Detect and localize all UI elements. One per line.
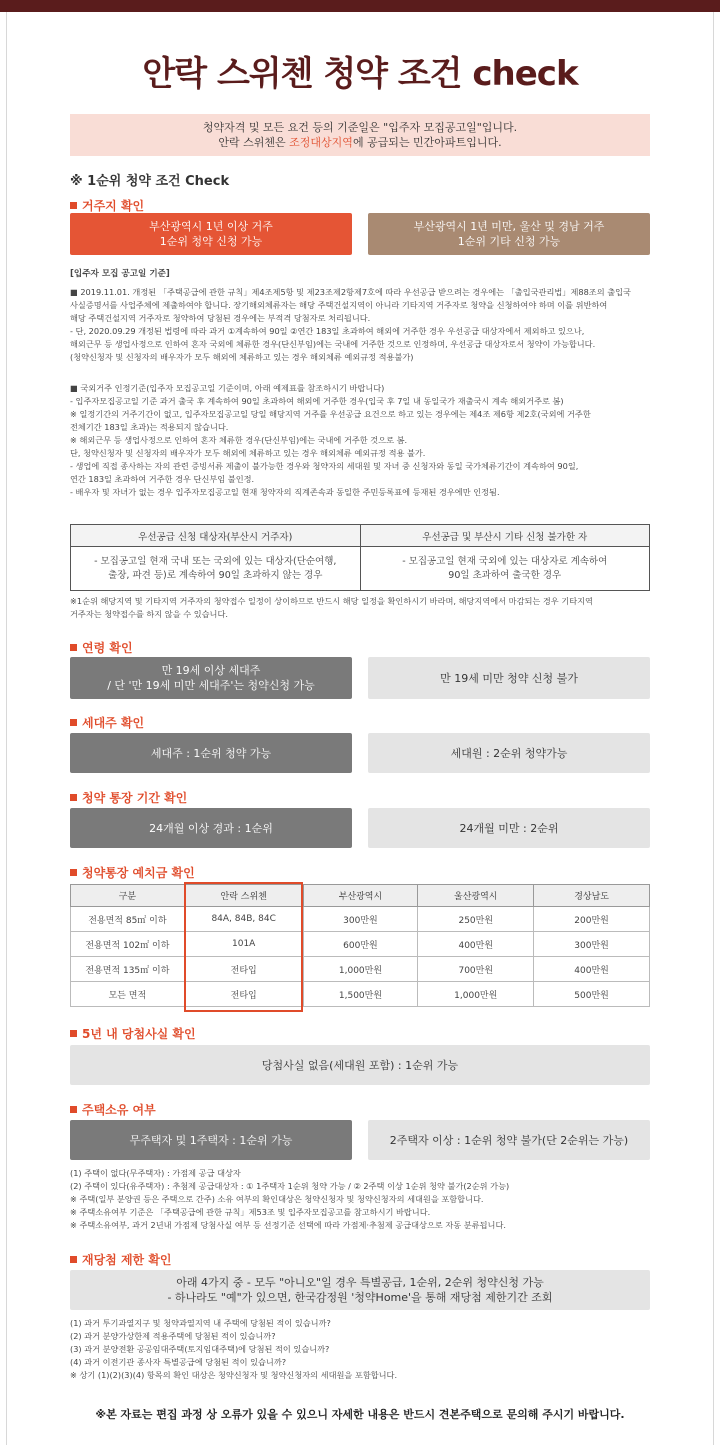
residence-foot-note: ※1순위 해당지역 및 기타지역 거주자의 청약접수 일정이 상이하므로 반드시 해당 일정을 확인하시기 바라며, 해당지역에서 마감되는 경우 기타지역 거주자는 청약접수를 하지 않을 수 있습니다. <box>70 596 593 619</box>
ownership-ineligible-box: 2주택자 이상 : 1순위 청약 불가(단 2순위는 가능) <box>368 1120 650 1160</box>
section-residence-title: 거주지 확인 <box>82 199 145 213</box>
section-win-heading <box>70 1025 196 1042</box>
section-ownership-title: 주택소유 여부 <box>82 1103 156 1117</box>
square-bullet-icon <box>70 719 77 726</box>
notice-line2 <box>70 135 650 150</box>
footer-disclaimer: ※본 자료는 편집 과정 상 오류가 있을 수 있으니 자세한 내용은 반드시 견본주택으로 문의해 주시기 바랍니다. <box>95 1408 625 1421</box>
ownership-eligible-box: 무주택자 및 1주택자 : 1순위 가능 <box>70 1120 352 1160</box>
section-period-heading <box>70 789 187 806</box>
notice-box <box>70 114 650 156</box>
section-ownership-heading <box>70 1101 156 1118</box>
household-head-box: 세대주 : 1순위 청약 가능 <box>70 733 352 773</box>
residence-eligible-line2: 1순위 청약 신청 가능 <box>159 235 263 248</box>
section-age-title: 연령 확인 <box>82 641 133 655</box>
age-ineligible-box: 만 19세 미만 청약 신청 불가 <box>368 657 650 699</box>
square-bullet-icon <box>70 1030 77 1037</box>
age-eligible-box <box>70 657 352 699</box>
section-win-title: 5년 내 당첨사실 확인 <box>82 1027 196 1041</box>
deposit-col-header: 부산광역시 <box>303 885 418 907</box>
square-bullet-icon <box>70 869 77 876</box>
age-eligible-line2: / 단 '만 19세 미만 세대주'는 청약신청 가능 <box>107 679 315 692</box>
top-bar <box>0 0 720 12</box>
deposit-cell: 250만원 <box>418 907 534 932</box>
deposit-cell: 1,000만원 <box>418 982 534 1007</box>
table-header-row <box>71 525 650 547</box>
deposit-cell: 400만원 <box>534 957 650 982</box>
residence-eligible-line1: 부산광역시 1년 이상 거주 <box>149 220 273 233</box>
section-household-heading <box>70 714 144 731</box>
table-row <box>71 982 650 1007</box>
section-household-title: 세대주 확인 <box>82 716 145 730</box>
section-age-heading <box>70 639 133 656</box>
residence-para2: ■ 국외거주 인정기준(입주자 모집공고일 기준이며, 아래 예제표를 참조하시기 바랍니다) - 입주자모집공고일 기준 과거 출국 후 계속하여 90일 초과하여 해외에 거주한 경우(입국 후 7일 내 동일국가 재출국시 계속 해외거주로 봄) ※ 일정기간의 거주기간이 없고, 입주자모집공고일 당일 해당지역 거주를 우선공급 요건으로 하고 있는 경우에는 제4조 제6항 제2호(국외에 거주한 전체기간 183일 초과)는 적용되지 않습니다. ※ 해외근무 등 생업사정으로 인하여 혼자 체류한 경우(단신부임)에는 국내에 거주한 것으로 봄. 단, 청약신청자 및 신청자의 배우자가 모두 해외에 체류하고 있는 경우 해외체류 예외규정 적용 불가. - 생업에 직접 종사하는 자의 관련 증빙서류 제출이 불가능한 경우와 청약자의 세대원 및 자녀 중 신청자와 동일 국가체류기간이 계속하여 90일, 연간 183일 초과하여 거주한 경우 단신부임 불인정. - 배우자 및 자녀가 없는 경우 입주자모집공고일 현재 청약자의 직계존속과 동일한 주민등록표에 등재된 경우에만 인정됨. <box>70 383 591 497</box>
deposit-cell: 600만원 <box>303 932 418 957</box>
section-residence-heading <box>70 197 144 214</box>
notice-highlight: 조정대상지역 <box>289 136 353 149</box>
table-head-right: 우선공급 및 부산시 기타 신청 불가한 자 <box>360 525 650 547</box>
residence-table <box>70 524 650 591</box>
deposit-cell: 200만원 <box>534 907 650 932</box>
main-heading: ※ 1순위 청약 조건 Check <box>70 174 230 189</box>
residence-other-box <box>368 213 650 255</box>
deposit-col-header: 구분 <box>71 885 185 907</box>
deposit-cell: 전용면적 85㎡ 이하 <box>71 907 185 932</box>
table-cell-left: - 모집공고일 현재 국내 또는 국외에 있는 대상자(단순여행, 출장, 파견 등)로 계속하여 90일 초과하지 않는 경우 <box>71 547 361 591</box>
notice-line1: 청약자격 및 모든 요건 등의 기준일은 "입주자 모집공고일"입니다. <box>202 121 518 134</box>
deposit-col-header: 안락 스위첸 <box>184 885 303 907</box>
deposit-col-header: 경상남도 <box>534 885 650 907</box>
notice-line2-post: 에 공급되는 민간아파트입니다. <box>352 136 502 149</box>
residence-note-title: [입주자 모집 공고일 기준] <box>70 269 170 279</box>
deposit-cell: 전용면적 102㎡ 이하 <box>71 932 185 957</box>
rewin-box-line2: - 하나라도 "예"가 있으면, 한국감정원 '청약Home'을 통해 재당첨 제한기간 조회 <box>167 1291 553 1304</box>
table-row <box>71 547 650 591</box>
ownership-notes: (1) 주택이 없다(무주택자) : 가점제 공급 대상자 (2) 주택이 있다(유주택자) : 추첨제 공급대상자 : ① 1주택자 1순위 청약 가능 / ② 2주택 이상 1순위 청약 불가(2순위 가능) ※ 주택(일부 분양권 등은 주택으로 간주) 소유 여부의 확인대상은 청약신청자 및 청약신청자의 세대원을 포함합니다. ※ 주택소유여부 기준은 「주택공급에 관한 규칙」제53조 및 입주자모집공고를 참고하시기 바랍니다. ※ 주택소유여부, 과거 2년내 가점제 당첨사실 여부 등 선정기준 선택에 따라 가점제·추첨제 공급대상으로 자동 분류됩니다. <box>70 1168 510 1230</box>
deposit-cell: 700만원 <box>418 957 534 982</box>
deposit-header-row <box>71 885 650 907</box>
deposit-cell: 300만원 <box>303 907 418 932</box>
win-history-box: 당첨사실 없음(세대원 포함) : 1순위 가능 <box>70 1045 650 1085</box>
rewin-box-line1: 아래 4가지 중 - 모두 "아니오"일 경우 특별공급, 1순위, 2순위 청약신청 가능 <box>176 1276 544 1289</box>
square-bullet-icon <box>70 202 77 209</box>
square-bullet-icon <box>70 794 77 801</box>
deposit-cell: 전타입 <box>184 957 303 982</box>
table-head-left: 우선공급 신청 대상자(부산시 거주자) <box>71 525 361 547</box>
deposit-cell: 1,000만원 <box>303 957 418 982</box>
deposit-cell: 전타입 <box>184 982 303 1007</box>
period-first-box: 24개월 이상 경과 : 1순위 <box>70 808 352 848</box>
deposit-cell: 400만원 <box>418 932 534 957</box>
residence-para1: ■ 2019.11.01. 개정된 「주택공급에 관한 규칙」제4조제5항 및 제23조제2항제7호에 따라 우선공급 받으려는 경우에는 「출입국관리법」제88조의 출입국 사실증명서를 사업주체에 제출하여야 합니다. 장기해외체류자는 해당 주택건설지역이 아니라 기타지역 거주자로 청약을 신청하여야 하며 이를 위반하여 해당 주택건설지역 거주자로 청약하여 당첨된 경우에는 부적격 당첨자로 처리됩니다. - 단, 2020.09.29 개정된 법령에 따라 과거 ①계속하여 90일 ②연간 183일 초과하여 해외에 거주한 경우 우선공급 대상자에서 제외하고 있으나, 해외근무 등 생업사정으로 인하여 혼자 국외에 체류한 경우(단신부임)에는 국내에 거주한 것으로 인정하며, 우선공급 대상자로서 청약이 가능합니다. (청약신청자 및 신청자의 배우자가 모두 해외에 체류하고 있는 경우 해외체류 예외규정 적용불가) <box>70 287 631 362</box>
square-bullet-icon <box>70 1256 77 1263</box>
table-row <box>71 907 650 932</box>
table-row <box>71 957 650 982</box>
section-deposit-title: 청약통장 예치금 확인 <box>82 866 195 880</box>
deposit-table <box>70 884 650 1007</box>
highlight-column-box <box>184 882 303 1012</box>
rewin-notes: (1) 과거 투기과열지구 및 청약과열지역 내 주택에 당첨된 적이 있습니까? (2) 과거 분양가상한제 적용주택에 당첨된 적이 있습니까? (3) 과거 분양전환 공공임대주택(토지임대주택)에 당첨된 적이 있습니까? (4) 과거 이전기관 종사자 특별공급에 당첨된 적이 있습니까? ※ 상기 (1)(2)(3)(4) 항목의 확인 대상은 청약신청자 및 청약신청자의 세대원을 포함합니다. <box>70 1318 398 1380</box>
age-eligible-line1: 만 19세 이상 세대주 <box>161 664 261 677</box>
period-second-box: 24개월 미만 : 2순위 <box>368 808 650 848</box>
square-bullet-icon <box>70 644 77 651</box>
square-bullet-icon <box>70 1106 77 1113</box>
deposit-cell: 500만원 <box>534 982 650 1007</box>
notice-line2-pre: 안락 스위첸은 <box>218 136 290 149</box>
deposit-col-header: 울산광역시 <box>418 885 534 907</box>
page-title: 안락 스위첸 청약 조건 check <box>142 54 578 94</box>
deposit-cell: 모든 면적 <box>71 982 185 1007</box>
deposit-cell: 1,500만원 <box>303 982 418 1007</box>
rewin-box <box>70 1270 650 1310</box>
deposit-cell: 300만원 <box>534 932 650 957</box>
section-period-title: 청약 통장 기간 확인 <box>82 791 188 805</box>
table-cell-right: - 모집공고일 현재 국외에 있는 대상자로 계속하여 90일 초과하여 출국한 경우 <box>360 547 650 591</box>
residence-eligible-box <box>70 213 352 255</box>
table-row <box>71 932 650 957</box>
deposit-cell: 84A, 84B, 84C <box>184 907 303 932</box>
household-member-box: 세대원 : 2순위 청약가능 <box>368 733 650 773</box>
residence-other-line2: 1순위 기타 신청 가능 <box>457 235 561 248</box>
deposit-cell: 전용면적 135㎡ 이하 <box>71 957 185 982</box>
deposit-cell: 101A <box>184 932 303 957</box>
section-rewin-heading <box>70 1251 172 1268</box>
residence-other-line1: 부산광역시 1년 미만, 울산 및 경남 거주 <box>413 220 605 233</box>
section-deposit-heading <box>70 864 195 881</box>
section-rewin-title: 재당첨 제한 확인 <box>82 1253 172 1267</box>
